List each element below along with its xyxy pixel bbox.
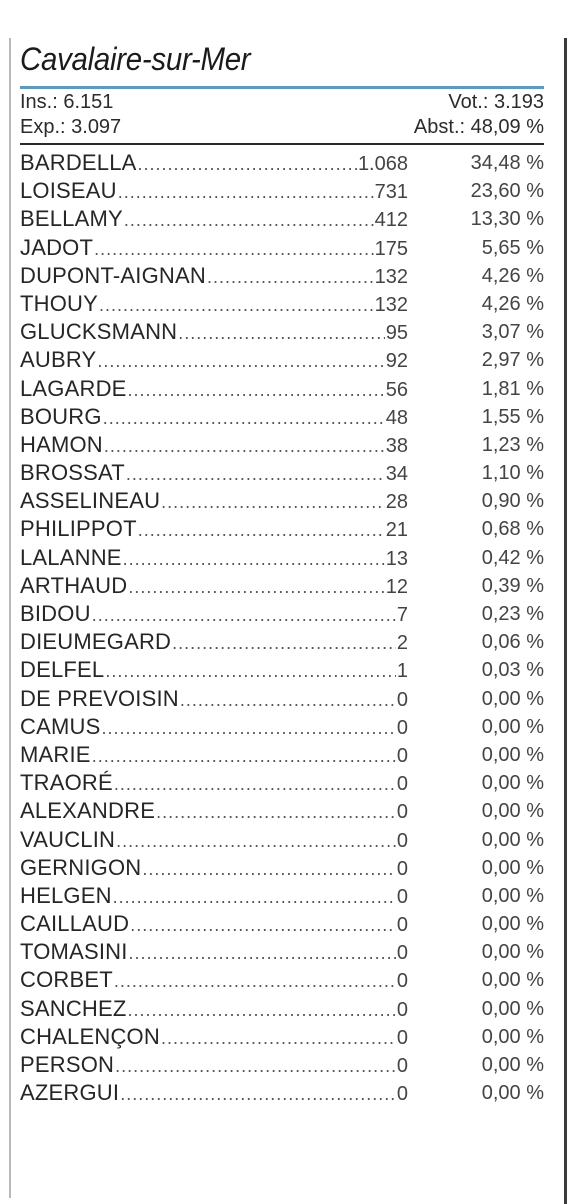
candidate-name-votes	[20, 656, 408, 685]
dot-leader	[114, 770, 396, 798]
candidate-name: GERNIGON	[20, 854, 142, 880]
dot-leader	[120, 1080, 396, 1108]
candidate-percentage: 0,06 %	[481, 631, 544, 654]
abstention-rate: Abst.: 48,09 %	[413, 116, 544, 138]
candidate-name: DIEUMEGARD	[20, 629, 172, 655]
candidate-percentage: 1,55 %	[481, 405, 544, 428]
candidate-name-votes	[20, 826, 408, 855]
dot-leader	[118, 178, 374, 206]
candidate-percentage: 0,00 %	[481, 1025, 544, 1048]
candidate-votes: 34	[385, 463, 408, 486]
candidate-name-votes	[20, 515, 408, 544]
candidate-votes: 0	[396, 914, 408, 937]
candidate-name: BOURG	[20, 403, 102, 429]
candidate-votes: 95	[385, 322, 408, 345]
candidate-name-votes	[20, 854, 408, 883]
candidate-votes: 92	[385, 350, 408, 373]
candidate-row	[20, 741, 544, 769]
candidate-name: AZERGUI	[20, 1080, 120, 1106]
dot-leader	[101, 714, 395, 742]
candidate-name-votes	[20, 262, 408, 291]
candidate-name-votes	[20, 544, 408, 573]
candidate-percentage: 0,00 %	[481, 800, 544, 823]
candidate-votes: 48	[385, 406, 408, 429]
dot-leader	[104, 432, 385, 460]
candidate-name: CHALENÇON	[20, 1023, 160, 1049]
candidate-name-votes	[20, 234, 408, 263]
candidate-votes: 1.068	[357, 153, 408, 175]
candidate-name-votes	[20, 1079, 408, 1108]
candidate-row	[20, 487, 544, 515]
candidate-name: SANCHEZ	[20, 995, 127, 1021]
candidate-row	[20, 149, 544, 177]
candidate-votes: 0	[396, 773, 408, 796]
candidate-name-votes	[20, 769, 408, 798]
candidate-percentage: 0,39 %	[481, 574, 544, 597]
candidate-name: HELGEN	[20, 882, 112, 908]
dot-leader	[97, 347, 384, 375]
dot-leader	[207, 263, 374, 291]
candidate-name-votes	[20, 797, 408, 826]
candidate-row	[20, 600, 544, 628]
dot-leader	[129, 939, 396, 967]
candidate-votes: 13	[385, 547, 408, 570]
candidate-percentage: 0,00 %	[481, 828, 544, 851]
candidate-votes: 175	[374, 237, 408, 260]
dot-leader	[172, 629, 396, 657]
candidate-name-votes	[20, 459, 408, 488]
candidate-name-votes	[20, 910, 408, 939]
candidate-row	[20, 769, 544, 797]
candidate-percentage: 23,60 %	[470, 180, 544, 203]
candidate-name-votes	[20, 966, 408, 995]
candidate-name: TRAORÉ	[20, 770, 113, 796]
dot-leader	[124, 206, 374, 234]
candidate-name-votes	[20, 600, 408, 629]
candidate-percentage: 5,65 %	[481, 236, 544, 259]
candidate-votes: 0	[396, 744, 408, 767]
candidate-percentage: 1,81 %	[481, 377, 544, 400]
candidate-votes: 0	[396, 801, 408, 824]
dot-leader	[138, 516, 385, 544]
candidate-percentage: 1,23 %	[481, 433, 544, 456]
dot-leader	[114, 967, 396, 995]
candidate-percentage: 0,42 %	[481, 546, 544, 569]
candidate-percentage: 34,48 %	[470, 152, 544, 174]
candidate-row	[20, 656, 544, 684]
candidate-votes: 0	[396, 885, 408, 908]
right-divider	[564, 38, 567, 1204]
candidate-name: BARDELLA	[20, 150, 137, 175]
candidate-name-votes	[20, 149, 408, 178]
candidate-name-votes	[20, 995, 408, 1024]
candidate-votes: 56	[385, 378, 408, 401]
candidate-votes: 2	[396, 632, 408, 655]
candidate-name-votes	[20, 403, 408, 432]
dot-leader	[115, 1052, 396, 1080]
candidate-name: DELFEL	[20, 657, 105, 683]
candidate-percentage: 0,00 %	[481, 772, 544, 795]
candidate-votes: 0	[396, 1083, 408, 1106]
dot-leader	[126, 460, 385, 488]
candidate-row	[20, 1023, 544, 1051]
turnout-stats	[20, 90, 544, 140]
candidate-row	[20, 375, 544, 403]
candidate-name-votes	[20, 290, 408, 319]
candidate-votes: 0	[396, 829, 408, 852]
candidate-row	[20, 177, 544, 205]
candidate-name-votes	[20, 713, 408, 742]
candidate-row	[20, 572, 544, 600]
dot-leader	[128, 573, 384, 601]
candidate-row	[20, 826, 544, 854]
dot-leader	[99, 291, 374, 319]
candidate-percentage: 0,03 %	[481, 659, 544, 682]
candidate-name: ALEXANDRE	[20, 798, 156, 824]
candidate-row	[20, 713, 544, 741]
candidate-percentage: 4,26 %	[481, 264, 544, 287]
dot-leader	[103, 404, 385, 432]
dot-leader	[161, 488, 385, 516]
dot-leader	[138, 150, 357, 178]
dot-leader	[156, 798, 396, 826]
candidate-percentage: 0,23 %	[481, 603, 544, 625]
candidate-row	[20, 854, 544, 882]
candidate-name: BIDOU	[20, 601, 91, 626]
candidate-name: DE PREVOISIN	[20, 685, 179, 711]
candidate-name-votes	[20, 938, 408, 967]
candidate-name: PERSON	[20, 1052, 115, 1077]
candidate-name: PHILIPPOT	[20, 516, 137, 542]
candidate-name-votes	[20, 685, 408, 714]
candidate-votes: 1	[396, 660, 408, 683]
candidate-row	[20, 910, 544, 938]
candidate-name: CORBET	[20, 967, 113, 993]
candidate-name: DUPONT-AIGNAN	[20, 262, 206, 288]
dot-leader	[92, 601, 396, 629]
candidate-name-votes	[20, 487, 408, 516]
candidate-row	[20, 544, 544, 572]
title-underline	[20, 86, 544, 89]
candidate-percentage: 0,00 %	[481, 743, 544, 766]
dot-leader	[178, 319, 385, 347]
candidate-votes: 0	[396, 716, 408, 739]
candidate-percentage: 0,00 %	[481, 687, 544, 710]
candidate-percentage: 0,00 %	[481, 1082, 544, 1105]
candidate-name: LAGARDE	[20, 375, 127, 401]
candidate-name: AUBRY	[20, 347, 97, 373]
candidate-percentage: 0,00 %	[481, 856, 544, 879]
candidate-percentage: 3,07 %	[481, 321, 544, 344]
dot-leader	[161, 1024, 396, 1052]
candidate-row	[20, 403, 544, 431]
candidate-row	[20, 685, 544, 713]
candidate-name: ASSELINEAU	[20, 488, 161, 514]
candidate-percentage: 0,00 %	[481, 913, 544, 936]
candidate-name-votes	[20, 318, 408, 347]
stats-row-2	[20, 115, 544, 140]
candidate-row	[20, 938, 544, 966]
candidate-name-votes	[20, 1023, 408, 1052]
candidate-name: TOMASINI	[20, 939, 128, 965]
candidate-percentage: 4,26 %	[481, 292, 544, 315]
candidate-name: CAMUS	[20, 713, 101, 739]
candidate-name: HAMON	[20, 431, 103, 457]
candidate-name-votes	[20, 205, 408, 234]
candidate-name: THOUY	[20, 290, 98, 316]
candidate-name-votes	[20, 1051, 408, 1080]
candidate-votes: 0	[396, 1055, 408, 1077]
candidate-row	[20, 318, 544, 346]
dot-leader	[116, 827, 396, 855]
candidate-row	[20, 262, 544, 290]
candidate-name: CAILLAUD	[20, 911, 130, 937]
candidate-name: MARIE	[20, 741, 91, 767]
candidate-name: BROSSAT	[20, 460, 125, 486]
candidate-votes: 412	[374, 209, 408, 232]
candidate-votes: 0	[396, 1026, 408, 1049]
candidate-percentage: 0,00 %	[481, 884, 544, 907]
candidate-name: JADOT	[20, 234, 94, 260]
candidate-votes: 0	[396, 942, 408, 965]
candidate-votes: 7	[396, 604, 408, 626]
candidate-votes: 38	[385, 434, 408, 457]
dot-leader	[130, 911, 396, 939]
candidate-name-votes	[20, 572, 408, 601]
candidate-percentage: 0,90 %	[481, 490, 544, 513]
candidate-votes: 28	[385, 491, 408, 514]
dot-leader	[113, 883, 396, 911]
candidate-percentage: 0,00 %	[481, 1054, 544, 1076]
candidate-votes: 731	[374, 181, 408, 204]
candidate-row	[20, 882, 544, 910]
dot-leader	[105, 657, 396, 685]
candidate-votes: 0	[396, 688, 408, 711]
dot-leader	[128, 996, 396, 1024]
candidate-percentage: 0,00 %	[481, 941, 544, 964]
candidate-row	[20, 290, 544, 318]
candidate-percentage: 0,00 %	[481, 715, 544, 738]
dot-leader	[128, 376, 385, 404]
candidate-name: GLUCKSMANN	[20, 319, 178, 345]
candidate-name: LALANNE	[20, 544, 122, 570]
candidate-name: BELLAMY	[20, 206, 123, 232]
candidate-name-votes	[20, 741, 408, 770]
candidate-votes: 0	[396, 998, 408, 1021]
candidate-percentage: 0,00 %	[481, 997, 544, 1020]
candidate-votes: 0	[396, 857, 408, 880]
registered-voters: Ins.: 6.151	[20, 91, 114, 113]
commune-results-card	[20, 36, 544, 1107]
candidate-row	[20, 515, 544, 543]
dot-leader	[94, 235, 374, 263]
candidate-row	[20, 459, 544, 487]
candidate-percentage: 0,00 %	[481, 969, 544, 992]
candidate-name-votes	[20, 628, 408, 657]
candidate-votes: 0	[396, 970, 408, 993]
candidate-votes: 21	[385, 519, 408, 542]
valid-votes: Exp.: 3.097	[20, 116, 122, 138]
candidate-name-votes	[20, 177, 408, 206]
stats-row-1	[20, 90, 544, 115]
dot-leader	[123, 545, 385, 573]
candidate-percentage: 2,97 %	[481, 349, 544, 372]
voters: Vot.: 3.193	[448, 91, 544, 113]
candidate-row	[20, 995, 544, 1023]
candidate-row	[20, 1079, 544, 1107]
candidate-name: ARTHAUD	[20, 572, 128, 598]
candidate-percentage: 13,30 %	[470, 208, 544, 231]
left-divider	[9, 38, 11, 1198]
candidate-name-votes	[20, 346, 408, 375]
candidate-row	[20, 1051, 544, 1079]
commune-title: Cavalaire-sur-Mer	[20, 41, 251, 77]
candidate-row	[20, 205, 544, 233]
candidate-row	[20, 234, 544, 262]
candidate-name-votes	[20, 375, 408, 404]
candidate-votes: 12	[385, 575, 408, 598]
candidate-votes: 132	[374, 265, 408, 288]
candidate-votes: 132	[374, 293, 408, 316]
candidate-row	[20, 797, 544, 825]
candidate-name: LOISEAU	[20, 178, 117, 204]
candidate-row	[20, 628, 544, 656]
dot-leader	[180, 686, 396, 714]
candidate-name-votes	[20, 431, 408, 460]
candidate-row	[20, 431, 544, 459]
dot-leader	[142, 855, 395, 883]
candidate-name-votes	[20, 882, 408, 911]
candidate-row	[20, 346, 544, 374]
dot-leader	[92, 742, 396, 770]
candidate-name: VAUCLIN	[20, 826, 116, 852]
candidate-row	[20, 966, 544, 994]
stats-divider	[20, 143, 544, 145]
candidate-percentage: 0,68 %	[481, 518, 544, 541]
candidate-percentage: 1,10 %	[481, 462, 544, 485]
candidate-results-list	[20, 149, 544, 1107]
